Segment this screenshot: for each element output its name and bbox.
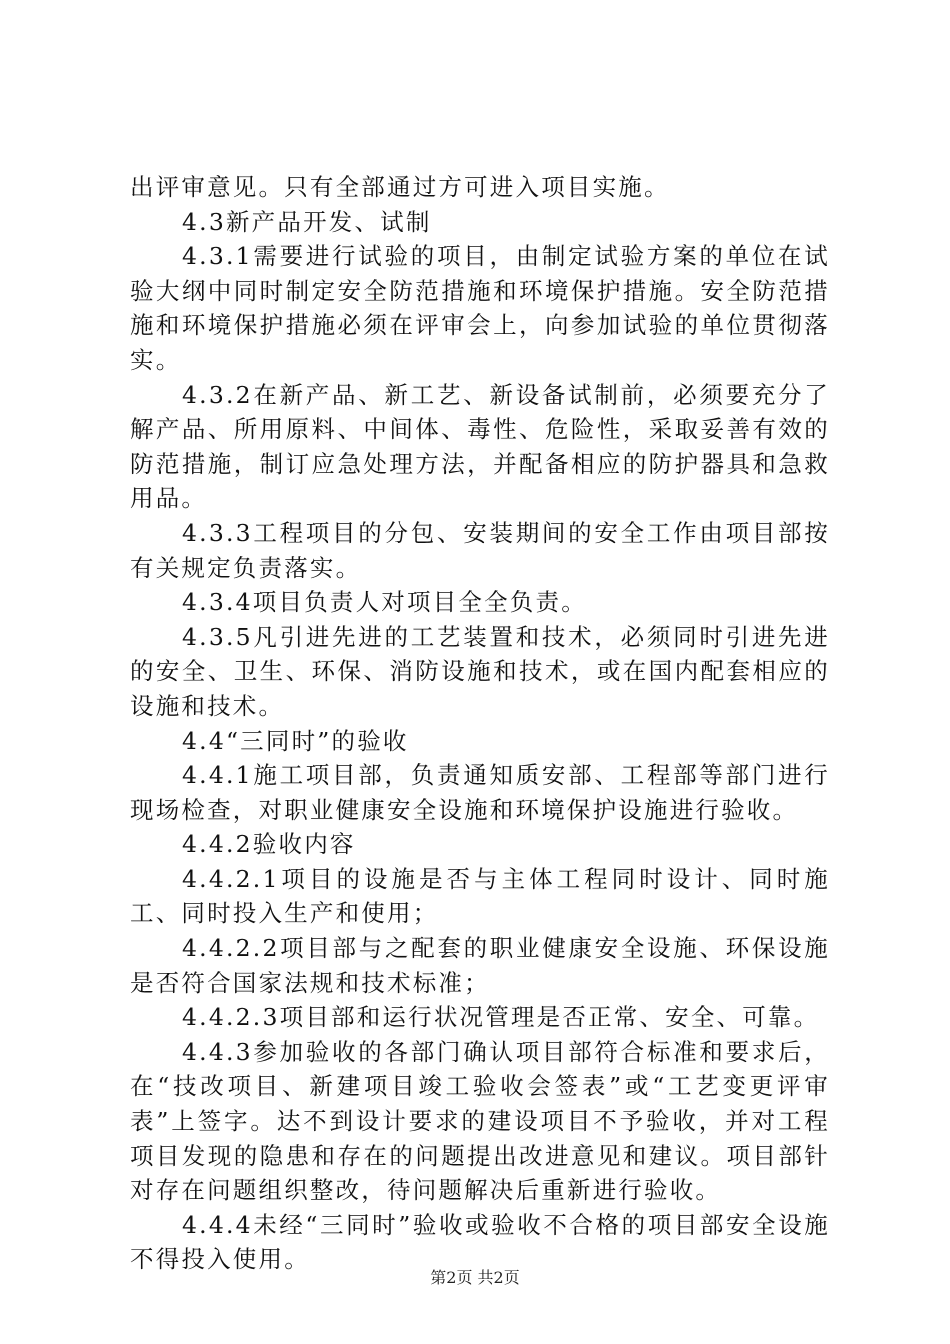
- document-body: [130, 170, 830, 1277]
- paragraph-4-4-1: 4.4.1施工项目部，负责通知质安部、工程部等部门进行现场检查，对职业健康安全设施和环境保护设施进行验收。: [130, 761, 830, 824]
- paragraph-4-4-3: 4.4.3参加验收的各部门确认项目部符合标准和要求后，在“技改项目、新建项目竣工验收会签表”或“工艺变更评审表”上签字。达不到设计要求的建设项目不予验收，并对工程项目发现的隐患和存在的问题提出改进意见和建议。项目部针对存在问题组织整改，待问题解决后重新进行验收。: [130, 1037, 830, 1205]
- paragraph-4-3-3: 4.3.3工程项目的分包、安装期间的安全工作由项目部按有关规定负责落实。: [130, 518, 830, 582]
- paragraph-4-3-2: 4.3.2在新产品、新工艺、新设备试制前，必须要充分了解产品、所用原料、中间体、毒性、危险性，采取妥善有效的防范措施，制订应急处理方法，并配备相应的防护器具和急救用品。: [130, 380, 830, 513]
- paragraph-continuation: 出评审意见。只有全部通过方可进入项目实施。: [130, 173, 670, 201]
- heading-4-3: 4.3新产品开发、试制: [182, 207, 432, 236]
- paragraph-4-3-5: 4.3.5凡引进先进的工艺装置和技术，必须同时引进先进的安全、卫生、环保、消防设施和技术，或在国内配套相应的设施和技术。: [130, 622, 830, 720]
- paragraph-4-4-2-2: 4.4.2.2项目部与之配套的职业健康安全设施、环保设施是否符合国家法规和技术标准；: [130, 934, 830, 997]
- paragraph-4-3-1: 4.3.1需要进行试验的项目，由制定试验方案的单位在试验大纲中同时制定安全防范措施和环境保护措施。安全防范措施和环境保护措施必须在评审会上，向参加试验的单位贯彻落实。: [130, 242, 830, 374]
- paragraph-4-4-4: 4.4.4未经“三同时”验收或验收不合格的项目部安全设施不得投入使用。: [130, 1210, 830, 1274]
- paragraph-4-4-2-1: 4.4.2.1项目的设施是否与主体工程同时设计、同时施工、同时投入生产和使用；: [130, 864, 830, 928]
- heading-4-4: 4.4“三同时”的验收: [182, 726, 409, 755]
- page-number-footer: 第2页 共2页: [430, 1268, 520, 1287]
- heading-4-4-2: 4.4.2验收内容: [182, 830, 356, 859]
- paragraph-4-4-2-3: 4.4.2.3项目部和运行状况管理是否正常、安全、可靠。: [182, 1003, 820, 1032]
- paragraph-4-3-4: 4.3.4项目负责人对项目全全负责。: [182, 588, 587, 617]
